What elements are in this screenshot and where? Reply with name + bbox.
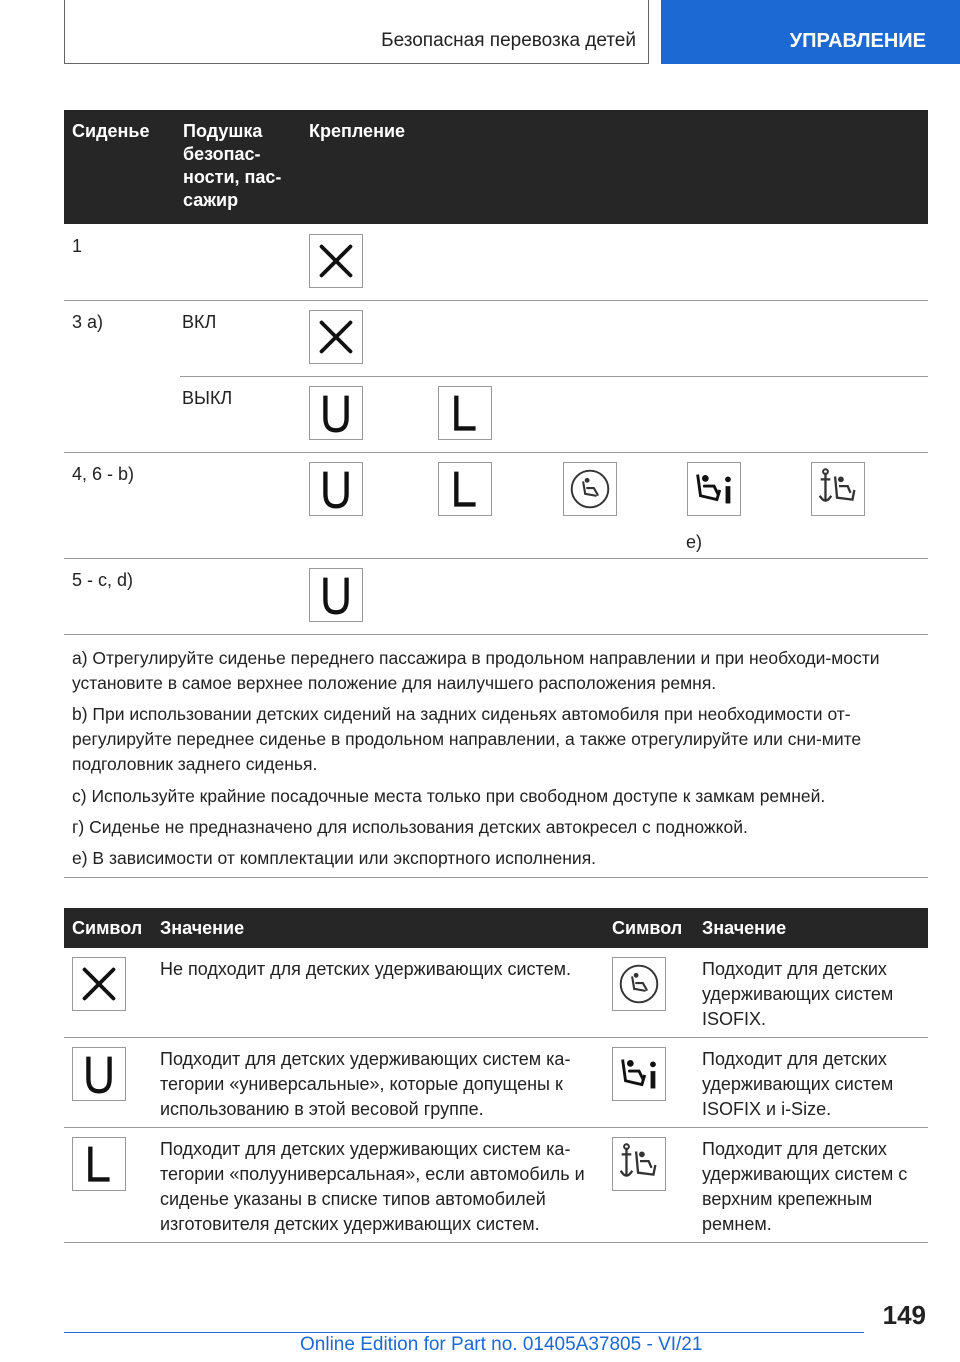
header-airbag: Подушка безопас-ности, пас-сажир [183,121,282,210]
section-title: Безопасная перевозка детей [381,30,636,51]
meaning-isofix: Подходит для детских удерживающих систем ISOFIX. [702,959,894,1029]
semi-universal-l-icon [438,462,492,516]
top-tether-icon [811,462,865,516]
meaning-isofix-isize: Подходит для детских удерживающих систем ISOFIX и i-Size. [702,1049,894,1119]
footnote-e: e) В зависимости от комплектации или экспортного исполнения. [72,848,597,868]
header-symbol-2: Символ [612,918,683,938]
row3-airbag: ВЫКЛ [182,388,233,408]
meaning-universal: Подходит для детских удерживающих систем ка-тегории «универсальные», которые допущены к использованию в этой весовой группе. [160,1049,571,1119]
header-meaning-1: Значение [160,918,245,938]
row-divider [64,300,928,301]
footer-rule [64,1332,864,1333]
universal-u-icon [72,1047,126,1101]
chapter-tab[interactable] [661,0,960,64]
universal-u-icon [309,386,363,440]
row-divider [180,376,928,377]
footnote-b: b) При использовании детских сидений на задних сиденьях автомобиля при необходимости от-регулируйте переднее сиденье в продольном направлении, а также отрегулируйте или сни-мите подголовник заднего сиденья. [72,704,862,774]
row1-seat: 1 [72,236,83,256]
header-symbol-1: Символ [72,918,143,938]
semi-universal-l-icon [438,386,492,440]
header-seat: Сиденье [72,121,150,141]
footnote-d: г) Сиденье не предназначено для использования детских автокресел с подножкой. [72,817,748,837]
chapter-title: УПРАВЛЕНИЕ [789,30,926,52]
row5-seat: 5 - c, d) [72,570,134,590]
header-mount: Крепление [309,121,406,141]
row4-seat: 4, 6 - b) [72,464,135,484]
not-suitable-x-icon [72,957,126,1011]
footnote-a: a) Отрегулируйте сиденье переднего пассажира в продольном направлении и при необходи-мости установите в самое верхнее положение для наилучшего расположения ремня. [72,648,880,693]
not-suitable-x-icon [309,234,363,288]
table-bottom-rule [64,1242,928,1243]
symbol-table-header [64,908,928,948]
isofix-isize-icon [687,462,741,516]
not-suitable-x-icon [309,310,363,364]
meaning-not-suitable: Не подходит для детских удерживающих систем. [160,959,571,979]
edition-footer[interactable]: Online Edition for Part no. 01405A37805 - VI/21 [300,1334,703,1355]
row-divider [64,558,928,559]
meaning-top-tether: Подходит для детских удерживающих систем с верхним крепежным ремнем. [702,1139,908,1234]
row2-airbag: ВКЛ [182,312,217,332]
table-divider [64,877,928,878]
row2-seat: 3 a) [72,312,104,332]
universal-u-icon [309,462,363,516]
header-meaning-2: Значение [702,918,787,938]
meaning-semi-universal: Подходит для детских удерживающих систем ка-тегории «полууниверсальная», если автомобиль и сиденье указаны в списке типов автомобилей изготовителя детских удерживающих систем. [160,1139,585,1234]
seat-table-header [64,110,928,224]
semi-universal-l-icon [72,1137,126,1191]
universal-u-icon [309,568,363,622]
isofix-icon [563,462,617,516]
page-number: 149 [882,1300,926,1330]
row4-note: e) [686,532,703,552]
row-divider [64,1037,928,1038]
isofix-icon [612,957,666,1011]
row-divider [64,634,928,635]
section-header [64,0,649,64]
top-tether-icon [612,1137,666,1191]
row-divider [64,452,928,453]
row-divider [64,1127,928,1128]
isofix-isize-icon [612,1047,666,1101]
footnote-c: c) Используйте крайние посадочные места только при свободном доступе к замкам ремней. [72,786,826,806]
